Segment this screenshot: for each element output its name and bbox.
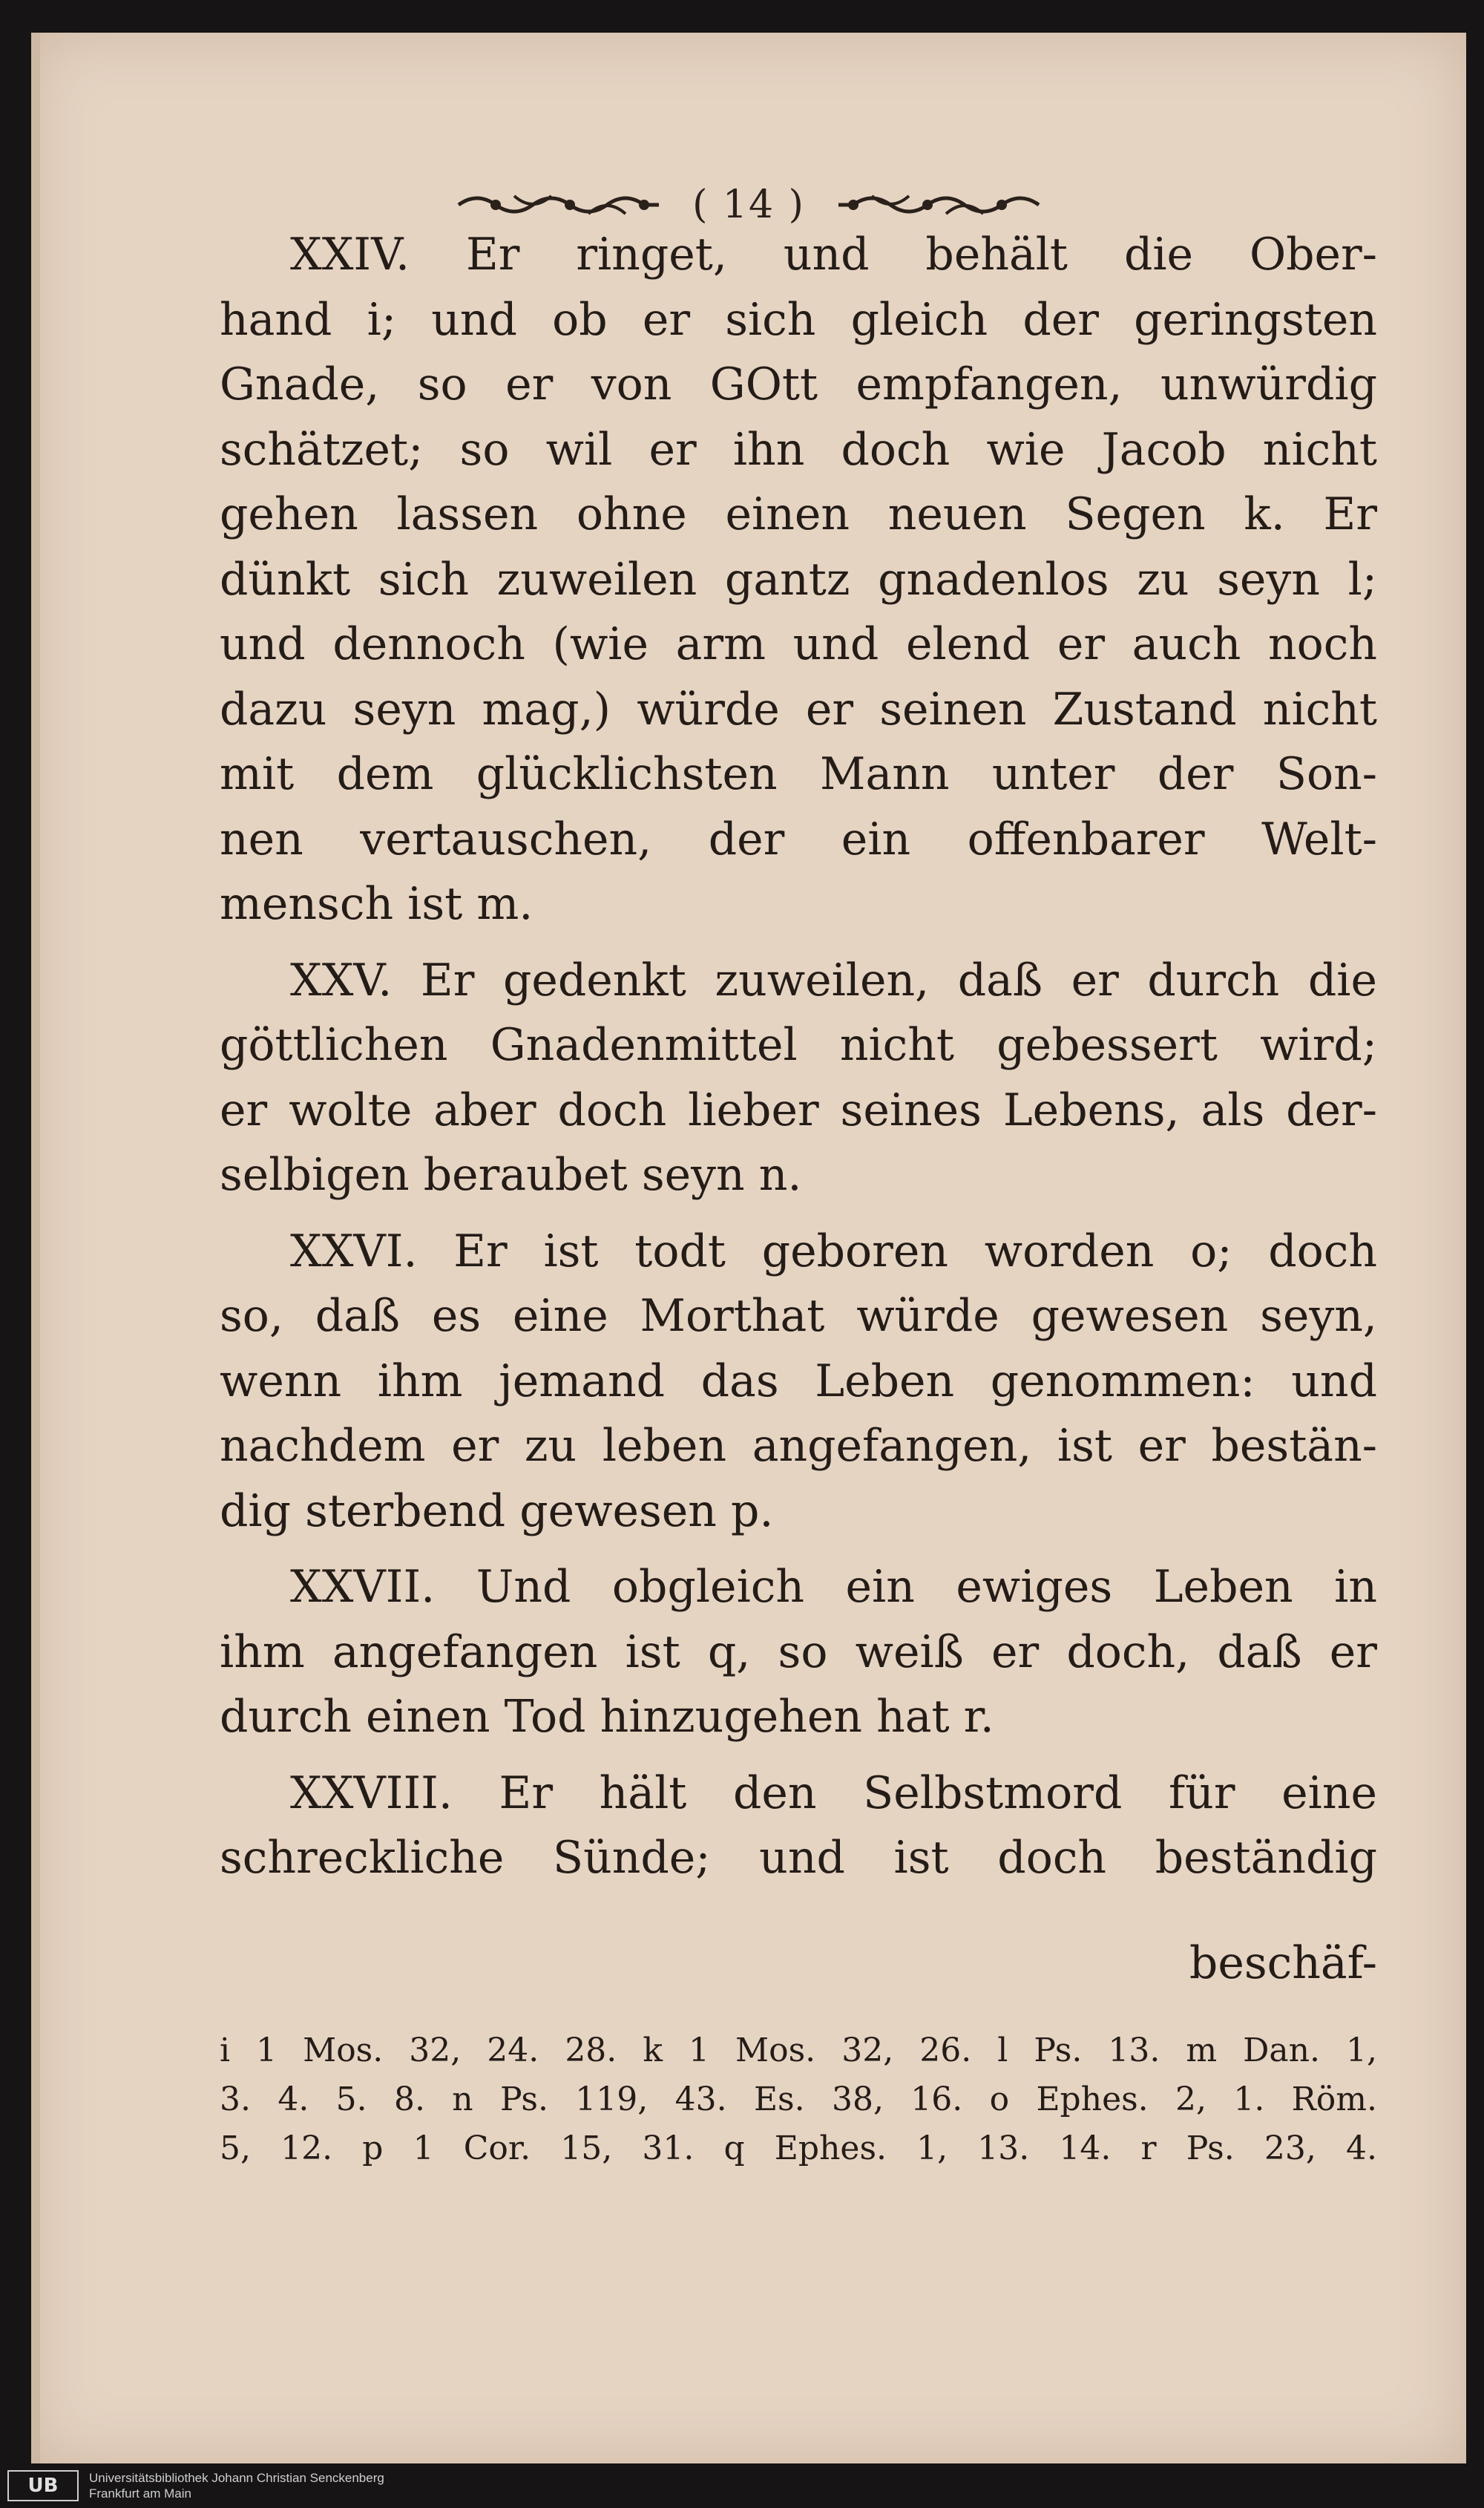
text-line: XXVIII. Er hält den Selbstmord für eine xyxy=(290,1767,1377,1819)
text-line: mensch ist m. xyxy=(220,878,533,930)
left-ornament-icon xyxy=(455,190,663,220)
text-line: so, daß es eine Morthat würde gewesen seyn, xyxy=(220,1290,1377,1342)
text-line: XXVI. Er ist todt geboren worden o; doch xyxy=(290,1225,1377,1277)
text-line: dazu seyn mag,) würde er seinen Zustand nicht xyxy=(220,683,1377,736)
text-line: selbigen beraubet seyn n. xyxy=(220,1149,802,1201)
paragraph-xxvii xyxy=(220,1555,1377,1750)
text-line: hand i; und ob er sich gleich der geringsten xyxy=(220,293,1377,346)
institution-name xyxy=(89,2470,384,2501)
text-line: XXV. Er gedenkt zuweilen, daß er durch die xyxy=(290,954,1377,1006)
footnote-line: i 1 Mos. 32, 24. 28. k 1 Mos. 32, 26. l Ps. 13. m Dan. 1, xyxy=(220,2031,1377,2069)
paragraph-xxv xyxy=(220,949,1377,1208)
paragraph-xxiv xyxy=(220,223,1377,937)
text-line: schätzet; so wil er ihn doch wie Jacob nicht xyxy=(220,423,1377,476)
text-line: durch einen Tod hinzugehen hat r. xyxy=(220,1691,994,1743)
body-text xyxy=(220,223,1377,1902)
text-line: gehen lassen ohne einen neuen Segen k. Er xyxy=(220,488,1377,540)
institution-line: Universitätsbibliothek Johann Christian Senckenberg xyxy=(89,2471,384,2485)
right-ornament-icon xyxy=(835,190,1043,220)
text-line: er wolte aber doch lieber seines Lebens, als der- xyxy=(220,1084,1377,1136)
text-line: und dennoch (wie arm und elend er auch noch xyxy=(220,618,1377,670)
text-line: schreckliche Sünde; und ist doch beständig xyxy=(220,1832,1377,1884)
text-line: mit dem glücklichsten Mann unter der Son- xyxy=(220,748,1377,800)
footnote-line: 5, 12. p 1 Cor. 15, 31. q Ephes. 1, 13. 14. r Ps. 23, 4. xyxy=(220,2129,1377,2167)
text-line: XXIV. Er ringet, und behält die Ober- xyxy=(290,229,1377,281)
text-line: wenn ihm jemand das Leben genommen: und xyxy=(220,1355,1377,1407)
text-line: XXVII. Und obgleich ein ewiges Leben in xyxy=(290,1561,1377,1613)
institution-line: Frankfurt am Main xyxy=(89,2486,191,2501)
footnotes xyxy=(220,2026,1377,2173)
text-line: Gnade, so er von GOtt empfangen, unwürdig xyxy=(220,358,1377,410)
library-logo: UB xyxy=(7,2470,79,2501)
catchword: beschäf- xyxy=(1189,1937,1377,1989)
page-number: ( 14 ) xyxy=(692,183,805,227)
text-line: nen vertauschen, der ein offenbarer Welt- xyxy=(220,813,1377,865)
text-line: ihm angefangen ist q, so weiß er doch, daß er xyxy=(220,1625,1377,1678)
text-line: dünkt sich zuweilen gantz gnadenlos zu seyn l; xyxy=(220,553,1377,606)
paragraph-xxvi xyxy=(220,1219,1377,1545)
text-line: dig sterbend gewesen p. xyxy=(220,1484,774,1537)
text-line: göttlichen Gnadenmittel nicht gebessert wird; xyxy=(220,1019,1377,1071)
footnote-line: 3. 4. 5. 8. n Ps. 119, 43. Es. 38, 16. o Ephes. 2, 1. Röm. xyxy=(220,2080,1377,2118)
text-line: nachdem er zu leben angefangen, ist er bestän- xyxy=(220,1420,1377,1472)
page-edge xyxy=(31,33,40,2463)
library-footer xyxy=(0,2463,1484,2508)
paragraph-xxviii xyxy=(220,1761,1377,1891)
